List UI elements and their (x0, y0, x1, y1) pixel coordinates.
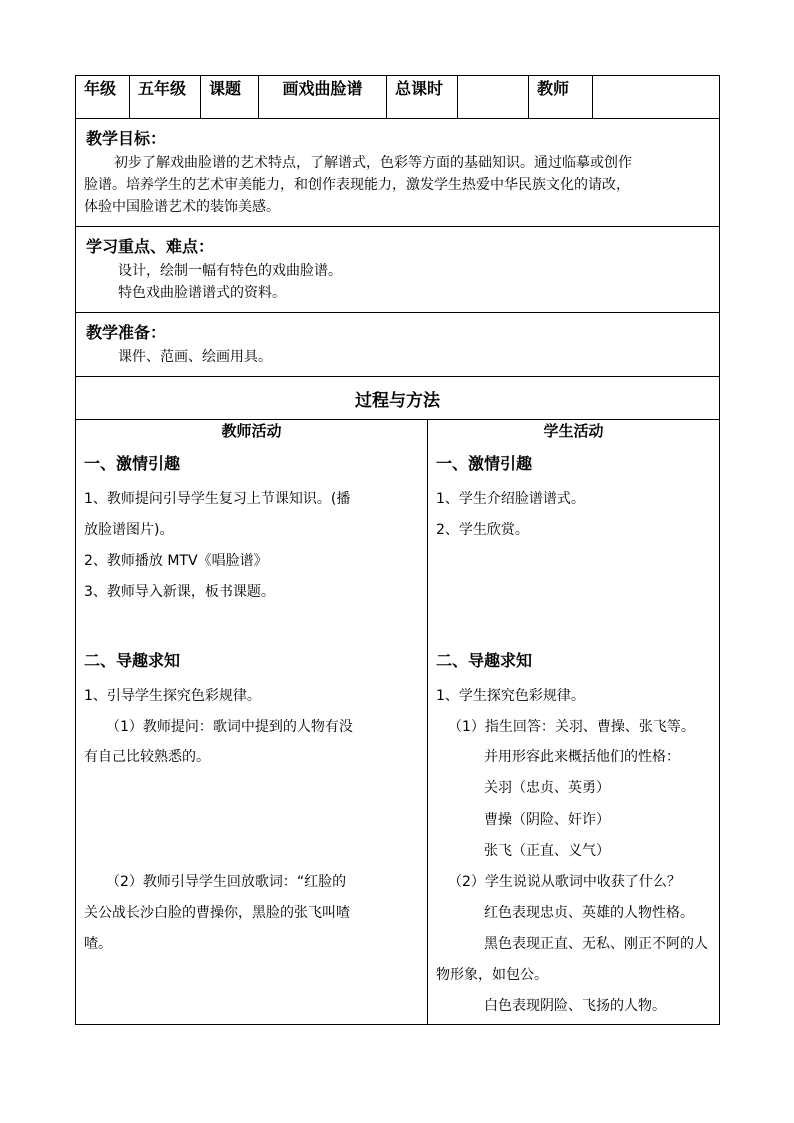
teacher-value (593, 76, 720, 119)
process-title-row (76, 377, 720, 420)
grade-value: 五年级 (130, 76, 201, 119)
preparation-body (76, 344, 719, 376)
objectives-line: 体验中国脸谱艺术的装饰美感。 (84, 199, 280, 215)
student-line: （2）学生说说从歌词中收获了什么？ (448, 874, 681, 890)
teacher-line: 1、教师提问引导学生复习上节课知识。(播 (84, 491, 351, 507)
teacher-line: 关公战长沙白脸的曹操你，黑脸的张飞叫喳 (84, 905, 350, 921)
preparation-row (76, 313, 720, 377)
teacher-line: 有自己比较熟悉的。 (84, 749, 210, 765)
teacher-line: 喳。 (84, 936, 112, 952)
keypoints-line: 设计，绘制一幅有特色的戏曲脸谱。 (118, 263, 342, 279)
objectives-line: 初步了解戏曲脸谱的艺术特点，了解谱式，色彩等方面的基础知识。通过临摹或创作 (114, 155, 632, 171)
keypoints-row (76, 227, 720, 313)
lesson-plan-page (75, 75, 719, 1025)
student-section1-title: 一、激情引趣 (436, 454, 533, 473)
objectives-body (76, 150, 719, 226)
preparation-title: 教学准备： (86, 323, 167, 342)
teacher-line: （1）教师提问：歌词中提到的人物有没 (106, 719, 353, 735)
objectives-title: 教学目标： (86, 129, 167, 148)
total-hours-label: 总课时 (387, 76, 458, 119)
grade-label: 年级 (76, 76, 130, 119)
teacher-activities-column (76, 420, 428, 1025)
activities-row (76, 420, 720, 1025)
teacher-section1-title: 一、激情引趣 (84, 454, 181, 473)
lesson-plan-table (75, 75, 720, 1025)
keypoints-title: 学习重点、难点： (86, 237, 215, 256)
student-line: 关羽（忠贞、英勇） (484, 780, 610, 796)
student-line: （1）指生回答：关羽、曹操、张飞等。 (448, 719, 695, 735)
teacher-line: 1、引导学生探究色彩规律。 (84, 688, 261, 704)
process-title: 过程与方法 (76, 377, 720, 420)
student-line: 2、学生欣赏。 (436, 522, 529, 538)
header-row (76, 76, 720, 119)
teacher-line: 2、教师播放 MTV《唱脸谱》 (84, 553, 268, 569)
keypoints-body (76, 258, 719, 312)
student-line: 曹操（阴险、奸诈） (484, 812, 610, 828)
student-line: 物形象，如包公。 (436, 967, 548, 983)
total-hours-value (458, 76, 529, 119)
preparation-line: 课件、范画、绘画用具。 (118, 349, 272, 365)
student-line: 并用形容此来概括他们的性格： (484, 749, 680, 765)
objectives-row (76, 119, 720, 227)
student-line: 黑色表现正直、无私、刚正不阿的人 (484, 936, 708, 952)
student-activities-column (428, 420, 720, 1025)
topic-label: 课题 (201, 76, 259, 119)
student-line: 1、学生探究色彩规律。 (436, 688, 585, 704)
teacher-line: 放脸谱图片)。 (84, 522, 174, 538)
keypoints-line: 特色戏曲脸谱谱式的资料。 (118, 285, 286, 301)
teacher-section2-title: 二、导趣求知 (84, 651, 181, 670)
teacher-activities-heading: 教师活动 (221, 422, 282, 440)
student-line: 张飞（正直、义气） (484, 843, 610, 859)
student-activities-heading: 学生活动 (543, 422, 604, 440)
teacher-label: 教师 (529, 76, 593, 119)
teacher-line: （2）教师引导学生回放歌词：“红脸的 (106, 874, 347, 890)
topic-value: 画戏曲脸谱 (259, 76, 387, 119)
objectives-line: 脸谱。培养学生的艺术审美能力，和创作表现能力，激发学生热爱中华民族文化的请改， (84, 177, 630, 193)
student-line: 白色表现阴险、飞扬的人物。 (484, 998, 666, 1014)
student-section2-title: 二、导趣求知 (436, 651, 533, 670)
teacher-line: 3、教师导入新课，板书课题。 (84, 584, 275, 600)
student-line: 1、学生介绍脸谱谱式。 (436, 491, 585, 507)
student-line: 红色表现忠贞、英雄的人物性格。 (484, 905, 694, 921)
